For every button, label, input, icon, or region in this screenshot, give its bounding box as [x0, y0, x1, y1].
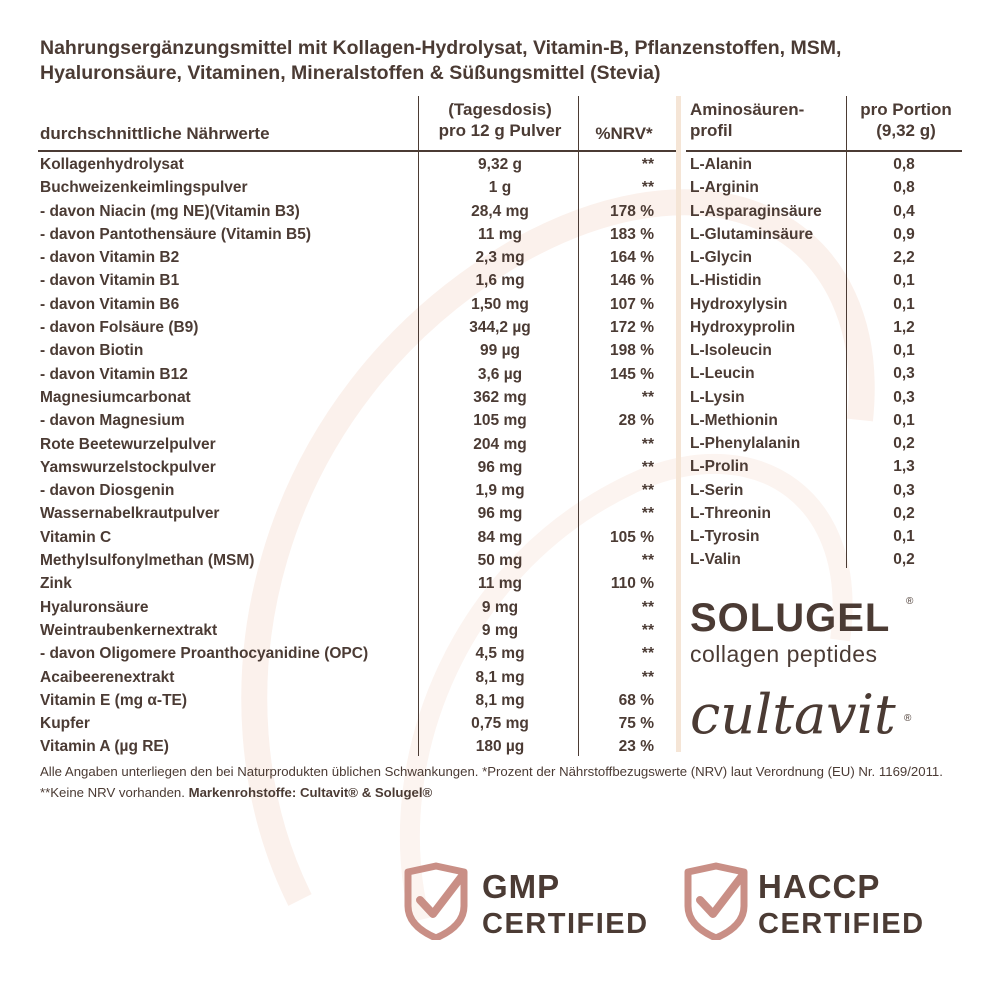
table-row	[38, 550, 681, 573]
header-portion-line-2: (9,32 g)	[876, 121, 936, 140]
nutrient-nrv: 28 %	[618, 412, 654, 430]
header-dose	[420, 99, 580, 141]
nutrient-name: - davon Oligomere Proanthocyanidine (OPC)	[40, 645, 369, 663]
table-row	[686, 340, 962, 363]
amino-value: 0,1	[893, 411, 915, 429]
table-row	[686, 224, 962, 247]
header-amino-line-2: profil	[690, 121, 733, 140]
title-line-1: Nahrungsergänzungsmittel mit Kollagen-Hydrolysat, Vitamin-B, Pflanzenstoffen, MSM,	[40, 37, 842, 59]
page-title	[40, 36, 970, 86]
amino-name: L-Arginin	[690, 179, 759, 197]
nutrient-dose: 1 g	[488, 179, 512, 197]
nutrient-dose: 9 mg	[481, 621, 519, 639]
table-row	[38, 154, 681, 177]
table-row	[38, 364, 681, 387]
amino-name: L-Histidin	[690, 272, 762, 290]
amino-name: L-Alanin	[690, 156, 752, 173]
amino-value: 0,2	[893, 504, 915, 522]
table-row	[38, 457, 681, 480]
table-row	[686, 549, 962, 572]
header-divider	[686, 150, 962, 152]
nutrient-dose: 11 mg	[478, 225, 522, 243]
nutrient-nrv: 172 %	[610, 319, 654, 337]
nutrient-name: Methylsulfonylmethan (MSM)	[40, 552, 255, 570]
amino-value: 0,2	[893, 551, 915, 569]
table-row	[686, 503, 962, 526]
footnote-brands: Markenrohstoffe: Cultavit® & Solugel®	[188, 785, 433, 800]
nutrient-dose: 99 µg	[480, 342, 520, 360]
table-row	[38, 410, 681, 433]
table-separator	[676, 96, 681, 752]
amino-name: L-Glutaminsäure	[690, 225, 814, 243]
table-row	[686, 456, 962, 479]
nutrient-dose: 105 mg	[473, 412, 527, 430]
nutrient-name: Weintraubenkernextrakt	[40, 621, 218, 639]
amino-value: 0,3	[893, 365, 915, 383]
nutrient-nrv: 198 %	[610, 342, 654, 360]
nutrient-dose: 8,1 mg	[475, 691, 525, 709]
nutrient-nrv: 23 %	[618, 738, 654, 756]
nutrient-dose: 1,6 mg	[475, 272, 525, 290]
nutrient-nrv: **	[641, 668, 654, 686]
table-row	[686, 363, 962, 386]
amino-value: 0,1	[893, 528, 915, 545]
amino-value: 0,2	[893, 435, 915, 452]
table-row	[686, 317, 962, 340]
amino-name: L-Tyrosin	[690, 528, 760, 545]
nutrient-nrv: 183 %	[610, 225, 654, 243]
table-row	[38, 294, 681, 317]
cultavit-wordmark: cultavit	[690, 683, 896, 746]
nutrient-nrv: 164 %	[610, 249, 654, 267]
amino-name: L-Lysin	[690, 388, 745, 406]
table-row	[38, 387, 681, 410]
solugel-tagline: collagen peptides	[690, 641, 878, 667]
table-row	[686, 177, 962, 200]
nutrient-dose: 9 mg	[481, 598, 519, 616]
amino-value: 0,8	[893, 179, 915, 197]
header-per-portion	[846, 99, 966, 141]
amino-name: L-Serin	[690, 481, 744, 499]
nutrient-name: - davon Folsäure (B9)	[40, 319, 199, 337]
nutrient-name: - davon Biotin	[40, 342, 144, 360]
table-row	[38, 503, 681, 526]
amino-value: 0,1	[893, 272, 915, 290]
amino-name: L-Leucin	[690, 365, 755, 383]
nutrient-name: Kupfer	[40, 715, 90, 733]
nutrient-nrv: **	[641, 598, 654, 616]
table-row	[38, 620, 681, 643]
nutrient-nrv: **	[641, 388, 654, 406]
amino-value: 0,1	[893, 342, 915, 359]
nutrient-name: Wassernabelkrautpulver	[40, 505, 220, 523]
nutrient-dose: 50 mg	[477, 552, 523, 570]
nutrient-name: - davon Magnesium	[40, 412, 185, 430]
cultavit-logo	[690, 680, 912, 750]
table-row	[686, 410, 962, 433]
amino-value: 0,4	[893, 202, 915, 220]
nutrient-nrv: **	[641, 435, 654, 453]
header-portion-line-1: pro Portion	[860, 100, 952, 119]
nutrient-dose: 362 mg	[473, 388, 527, 406]
nutrient-name: Vitamin C	[40, 528, 112, 546]
table-row	[38, 177, 681, 200]
header-amino-profile	[690, 99, 804, 141]
nutrient-nrv: 178 %	[610, 202, 654, 220]
table-row	[38, 597, 681, 620]
nutrient-nrv: 68 %	[618, 691, 654, 709]
table-row	[38, 643, 681, 666]
nutrient-name: - davon Diosgenin	[40, 482, 175, 500]
nutrient-name: - davon Vitamin B12	[40, 365, 188, 383]
nutrient-dose: 28,4 mg	[471, 202, 529, 220]
nutrient-dose: 11 mg	[478, 575, 522, 593]
amino-value: 0,3	[893, 481, 915, 499]
table-row	[38, 713, 681, 736]
amino-name: L-Asparaginsäure	[690, 202, 822, 220]
amino-value: 2,2	[893, 249, 915, 266]
amino-name: L-Isoleucin	[690, 342, 772, 359]
nutrient-dose: 96 mg	[477, 458, 523, 476]
header-dose-line-1: (Tagesdosis)	[448, 100, 552, 119]
table-row	[38, 667, 681, 690]
table-row	[686, 154, 962, 177]
table-row	[686, 270, 962, 293]
table-row	[686, 247, 962, 270]
footnote-text: Alle Angaben unterliegen den bei Naturprodukten üblichen Schwankungen. *Prozent der Nährstoffbezugswerte (NRV) laut Verordnung (EU) Nr. 1169/2011. **Keine NRV vorhanden.	[40, 764, 943, 800]
nutrient-name: Acaibeerenextrakt	[40, 668, 175, 686]
nutrient-dose: 8,1 mg	[475, 668, 525, 686]
header-nutrients: durchschnittliche Nährwerte	[40, 124, 270, 143]
nutrient-nrv: 75 %	[618, 715, 654, 733]
nutrient-nrv: **	[641, 482, 654, 500]
nutrient-nrv: **	[641, 505, 654, 523]
nutrient-name: Buchweizenkeimlingspulver	[40, 179, 248, 197]
table-row	[38, 224, 681, 247]
nutrient-dose: 1,50 mg	[471, 295, 529, 313]
nutrient-name: Vitamin A (µg RE)	[40, 738, 169, 756]
nutrient-dose: 1,9 mg	[475, 482, 525, 500]
header-dose-line-2: pro 12 g Pulver	[438, 121, 562, 140]
badge-subtitle: CERTIFIED	[482, 908, 649, 940]
table-row	[38, 201, 681, 224]
amino-name: L-Prolin	[690, 458, 749, 476]
amino-rows	[686, 154, 962, 573]
table-row	[38, 247, 681, 270]
nutrition-rows	[38, 154, 681, 760]
nutrient-name: Vitamin E (mg α-TE)	[40, 691, 188, 709]
nutrient-name: - davon Pantothensäure (Vitamin B5)	[40, 225, 312, 243]
table-row	[38, 573, 681, 596]
nutrient-dose: 204 mg	[473, 435, 527, 453]
nutrient-nrv: **	[641, 179, 654, 197]
table-row	[38, 340, 681, 363]
table-row	[686, 294, 962, 317]
nutrient-nrv: **	[641, 552, 654, 570]
title-line-2: Hyaluronsäure, Vitaminen, Mineralstoffen & Süßungsmittel (Stevia)	[40, 62, 661, 84]
badge-title: GMP	[482, 868, 561, 905]
header-divider	[38, 150, 681, 152]
table-row	[38, 434, 681, 457]
registered-mark: ®	[906, 596, 914, 607]
header-nrv: %NRV*	[595, 124, 653, 143]
nutrient-dose: 3,6 µg	[477, 365, 523, 383]
amino-value: 1,2	[893, 318, 915, 336]
amino-name: L-Threonin	[690, 504, 771, 522]
table-row	[38, 527, 681, 550]
nutrient-name: Magnesiumcarbonat	[40, 388, 191, 406]
footnote	[40, 761, 970, 803]
badge-subtitle: CERTIFIED	[758, 908, 925, 940]
amino-value: 0,8	[893, 156, 915, 173]
nutrient-nrv: **	[641, 156, 654, 173]
registered-mark: ®	[904, 713, 912, 724]
nutrient-name: Yamswurzelstockpulver	[40, 458, 216, 476]
nutrient-nrv: **	[641, 621, 654, 639]
badge-title: HACCP	[758, 868, 881, 905]
table-row	[686, 387, 962, 410]
nutrient-dose: 2,3 mg	[475, 249, 525, 267]
nutrient-name: Rote Beetewurzelpulver	[40, 435, 216, 453]
amino-name: L-Valin	[690, 551, 741, 569]
amino-name: L-Glycin	[690, 249, 753, 266]
nutrient-nrv: 105 %	[610, 528, 654, 546]
table-row	[686, 201, 962, 224]
nutrient-dose: 84 mg	[477, 528, 523, 546]
nutrient-name: Hyaluronsäure	[40, 598, 149, 616]
shield-check-icon	[682, 862, 750, 940]
shield-check-icon	[402, 862, 470, 940]
amino-name: L-Phenylalanin	[690, 435, 801, 452]
nutrient-nrv: **	[641, 645, 654, 663]
nutrient-name: - davon Vitamin B2	[40, 249, 180, 267]
nutrient-name: Kollagenhydrolysat	[40, 156, 184, 173]
nutrient-dose: 180 µg	[475, 738, 525, 756]
nutrient-dose: 344,2 µg	[469, 319, 531, 337]
amino-name: L-Methionin	[690, 411, 778, 429]
table-row	[38, 480, 681, 503]
table-row	[38, 270, 681, 293]
nutrient-dose: 0,75 mg	[471, 715, 529, 733]
amino-value: 0,9	[893, 225, 915, 243]
solugel-logo	[690, 596, 914, 668]
nutrient-nrv: 145 %	[610, 365, 654, 383]
nutrient-nrv: 146 %	[610, 272, 654, 290]
amino-name: Hydroxyprolin	[690, 318, 796, 336]
nutrient-name: - davon Niacin (mg NE)(Vitamin B3)	[40, 202, 300, 220]
nutrient-nrv: 110 %	[610, 575, 654, 593]
nutrient-name: - davon Vitamin B1	[40, 272, 180, 290]
nutrient-nrv: 107 %	[610, 295, 654, 313]
nutrient-nrv: **	[641, 458, 654, 476]
table-row	[38, 736, 681, 759]
table-row	[686, 433, 962, 456]
nutrient-dose: 96 mg	[477, 505, 523, 523]
table-row	[38, 317, 681, 340]
nutrient-name: Zink	[40, 575, 72, 593]
nutrient-dose: 9,32 g	[478, 156, 522, 173]
table-row	[686, 526, 962, 549]
table-row	[686, 480, 962, 503]
table-row	[38, 690, 681, 713]
solugel-wordmark: SOLUGEL	[690, 596, 891, 640]
header-amino-line-1: Aminosäuren-	[690, 100, 805, 119]
amino-name: Hydroxylysin	[690, 295, 788, 313]
amino-value: 1,3	[893, 458, 915, 476]
amino-value: 0,3	[893, 388, 915, 406]
nutrient-name: - davon Vitamin B6	[40, 295, 180, 313]
amino-value: 0,1	[893, 295, 915, 313]
nutrient-dose: 4,5 mg	[475, 645, 525, 663]
